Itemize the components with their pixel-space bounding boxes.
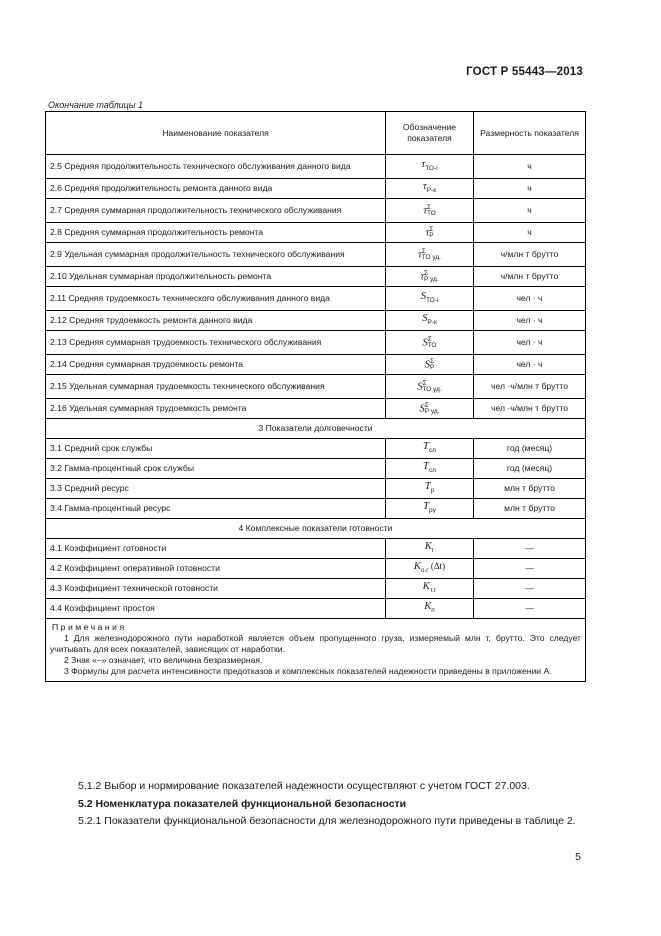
symbol-subscript: Р-к — [426, 187, 437, 195]
symbol-superscript: Σ — [424, 401, 429, 409]
indicator-unit: ч/млн т брутто — [474, 243, 586, 267]
indicator-unit: чел · ч — [474, 311, 586, 331]
indicator-unit: млн т брутто — [474, 479, 586, 499]
symbol-base: S — [422, 336, 428, 348]
indicator-name: 2.7 Средняя суммарная продолжительность технического обслуживания — [46, 199, 386, 223]
indicators-table — [45, 111, 586, 682]
indicator-unit: — — [474, 579, 586, 599]
symbol-subscript: Р — [429, 363, 435, 371]
page-number: 5 — [575, 851, 581, 863]
indicator-symbol — [386, 355, 474, 375]
table-row — [46, 579, 586, 599]
indicator-symbol — [386, 287, 474, 311]
indicator-unit: — — [474, 559, 586, 579]
note-item: 1 Для железнодорожного пути наработкой является объем пропущенного груза, измеряемый млн т, брутто. Это следует учитывать для всех показателей, зависящих от наработки. — [50, 633, 581, 654]
symbol-base: τ — [423, 204, 428, 216]
symbol-subscript: о.г — [420, 567, 429, 575]
indicator-symbol — [386, 179, 474, 199]
symbol-base: S — [419, 402, 425, 414]
indicator-symbol — [386, 199, 474, 223]
table-header-row — [46, 112, 586, 155]
table-row — [46, 331, 586, 355]
table-row — [46, 559, 586, 579]
symbol-base: τ — [420, 270, 424, 282]
symbol-argument: (Δt) — [428, 560, 446, 571]
symbol-subscript: ТО — [427, 341, 437, 349]
indicator-name: 2.16 Удельная суммарная трудоемкость ремонта — [46, 399, 386, 419]
indicator-name: 2.8 Средняя суммарная продолжительность ремонта — [46, 223, 386, 243]
indicator-symbol — [386, 243, 474, 267]
indicator-unit: ч/млн т брутто — [474, 267, 586, 287]
indicator-symbol — [386, 439, 474, 459]
indicator-symbol — [386, 267, 474, 287]
table-row — [46, 599, 586, 619]
paragraph-5-2-1: 5.2.1 Показатели функциональной безопасности для железнодорожного пути приведены в таблице 2. — [78, 815, 576, 827]
indicator-name: 2.6 Средняя продолжительность ремонта данного вида — [46, 179, 386, 199]
section-row — [46, 419, 586, 439]
indicator-symbol — [386, 599, 474, 619]
symbol-subscript: р — [430, 487, 435, 495]
symbol-base: τ — [422, 180, 427, 192]
indicator-symbol — [386, 499, 474, 519]
header-unit: Размерность показателя — [474, 112, 586, 155]
table-row — [46, 155, 586, 179]
symbol-subscript: рγ — [428, 507, 436, 515]
symbol-subscript: т.г — [429, 587, 437, 595]
indicator-unit: чел · ч — [474, 355, 586, 375]
indicator-unit: чел · ч — [474, 287, 586, 311]
symbol-base: K — [413, 560, 421, 572]
paragraph-5-1-2: 5.1.2 Выбор и нормирование показателей надежности осуществляют с учетом ГОСТ 27.003. — [78, 780, 530, 792]
symbol-base: T — [424, 480, 431, 492]
symbol-subscript: п — [431, 607, 435, 615]
symbol-base: T — [423, 500, 429, 512]
symbol-subscript: ТО — [427, 209, 436, 217]
note-item: 3 Формулы для расчета интенсивности предотказов и комплексных показателей надежности приведены в приложении А. — [64, 666, 552, 676]
symbol-subscript: Р уд. — [424, 407, 440, 415]
section-title: 3 Показатели долговечности — [46, 419, 586, 439]
table-row — [46, 439, 586, 459]
symbol-superscript: Σ — [421, 247, 426, 255]
indicator-symbol — [386, 223, 474, 243]
table-row — [46, 459, 586, 479]
symbol-superscript: Σ — [427, 335, 432, 343]
indicator-unit: год (месяц) — [474, 439, 586, 459]
table-row — [46, 539, 586, 559]
indicator-name: 3.1 Средний срок службы — [46, 439, 386, 459]
symbol-superscript: Σ — [429, 225, 434, 233]
indicator-unit: ч — [474, 155, 586, 179]
symbol-subscript: ТО-i — [425, 297, 439, 305]
indicator-symbol — [386, 479, 474, 499]
table-row — [46, 375, 586, 399]
symbol-base: τ — [425, 226, 430, 238]
indicator-name: 3.2 Гамма-процентный срок службы — [46, 459, 386, 479]
table-row — [46, 199, 586, 223]
indicator-name: 4.1 Коэффициент готовности — [46, 539, 386, 559]
table-row — [46, 267, 586, 287]
notes-row — [46, 619, 586, 682]
symbol-subscript: ТО-i — [425, 165, 438, 173]
indicator-name: 2.5 Средняя продолжительность технического обслуживания данного вида — [46, 155, 386, 179]
section-row — [46, 519, 586, 539]
symbol-subscript: Р уд. — [423, 275, 439, 283]
symbol-base: T — [423, 440, 429, 452]
indicator-unit: чел ·ч/млн т брутто — [474, 399, 586, 419]
symbol-base: τ — [418, 248, 422, 260]
indicator-symbol — [386, 311, 474, 331]
symbol-superscript: Σ — [427, 203, 432, 211]
indicator-unit: ч — [474, 223, 586, 243]
symbol-subscript: Р-к — [427, 319, 437, 327]
table-row — [46, 287, 586, 311]
table-row — [46, 179, 586, 199]
indicator-unit: чел ·ч/млн т брутто — [474, 375, 586, 399]
table-row — [46, 311, 586, 331]
note-item: 2 Знак «–» означает, что величина безразмерная. — [64, 655, 263, 665]
indicator-name: 4.4 Коэффициент простоя — [46, 599, 386, 619]
indicator-name: 4.2 Коэффициент оперативной готовности — [46, 559, 386, 579]
section-title: 4 Комплексные показатели готовности — [46, 519, 586, 539]
indicator-unit: млн т брутто — [474, 499, 586, 519]
indicator-name: 2.15 Удельная суммарная трудоемкость технического обслуживания — [46, 375, 386, 399]
symbol-base: K — [424, 600, 432, 612]
indicator-name: 4.3 Коэффициент технической готовности — [46, 579, 386, 599]
indicator-name: 2.10 Удельная суммарная продолжительность ремонта — [46, 267, 386, 287]
indicator-unit: — — [474, 599, 586, 619]
indicator-symbol — [386, 579, 474, 599]
header-symbol: Обозначение показателя — [386, 112, 474, 155]
symbol-base: T — [423, 460, 429, 472]
section-heading-5-2: 5.2 Номенклатура показателей функциональной безопасности — [78, 798, 407, 810]
table-row — [46, 399, 586, 419]
symbol-superscript: Σ — [422, 379, 427, 387]
indicator-unit: год (месяц) — [474, 459, 586, 479]
symbol-subscript: сл — [428, 467, 436, 475]
symbol-superscript: Σ — [429, 357, 434, 365]
indicator-symbol — [386, 375, 474, 399]
symbol-base: S — [422, 312, 428, 324]
table-row — [46, 499, 586, 519]
indicator-name: 2.9 Удельная суммарная продолжительность технического обслуживания — [46, 243, 386, 267]
symbol-subscript: ТО уд. — [421, 253, 441, 261]
table-row — [46, 243, 586, 267]
symbol-superscript: Σ — [423, 269, 429, 277]
indicator-unit: чел · ч — [474, 331, 586, 355]
indicator-name: 2.11 Средняя трудоемкость технического обслуживания данного вида — [46, 287, 386, 311]
symbol-base: K — [422, 580, 430, 592]
indicator-name: 2.13 Средняя суммарная трудоемкость технического обслуживания — [46, 331, 386, 355]
symbol-subscript: сл — [428, 447, 436, 455]
document-header: ГОСТ Р 55443—2013 — [466, 66, 583, 78]
indicator-name: 3.4 Гамма-процентный ресурс — [46, 499, 386, 519]
symbol-base: K — [424, 540, 432, 552]
indicator-symbol — [386, 539, 474, 559]
indicator-symbol — [386, 459, 474, 479]
indicator-name: 2.12 Средняя трудоемкость ремонта данного вида — [46, 311, 386, 331]
table-caption: Окончание таблицы 1 — [48, 100, 143, 110]
indicator-symbol — [386, 399, 474, 419]
notes-title: Примечания — [52, 622, 127, 632]
table-notes — [46, 619, 586, 682]
indicator-symbol — [386, 559, 474, 579]
indicator-name: 3.3 Средний ресурс — [46, 479, 386, 499]
symbol-base: τ — [421, 158, 426, 170]
indicator-symbol — [386, 155, 474, 179]
indicator-unit: ч — [474, 179, 586, 199]
table-row — [46, 223, 586, 243]
symbol-base: S — [424, 358, 430, 370]
table-row — [46, 479, 586, 499]
indicator-name: 2.14 Средняя суммарная трудоемкость ремонта — [46, 355, 386, 375]
symbol-subscript: г — [431, 547, 435, 555]
header-name: Наименование показателя — [46, 112, 386, 155]
symbol-subscript: Р — [429, 231, 434, 239]
indicator-symbol — [386, 331, 474, 355]
symbol-base: S — [420, 290, 426, 302]
indicator-unit: — — [474, 539, 586, 559]
symbol-base: S — [417, 380, 423, 392]
symbol-subscript: ТО уд. — [422, 385, 442, 393]
indicator-unit: ч — [474, 199, 586, 223]
table-row — [46, 355, 586, 375]
